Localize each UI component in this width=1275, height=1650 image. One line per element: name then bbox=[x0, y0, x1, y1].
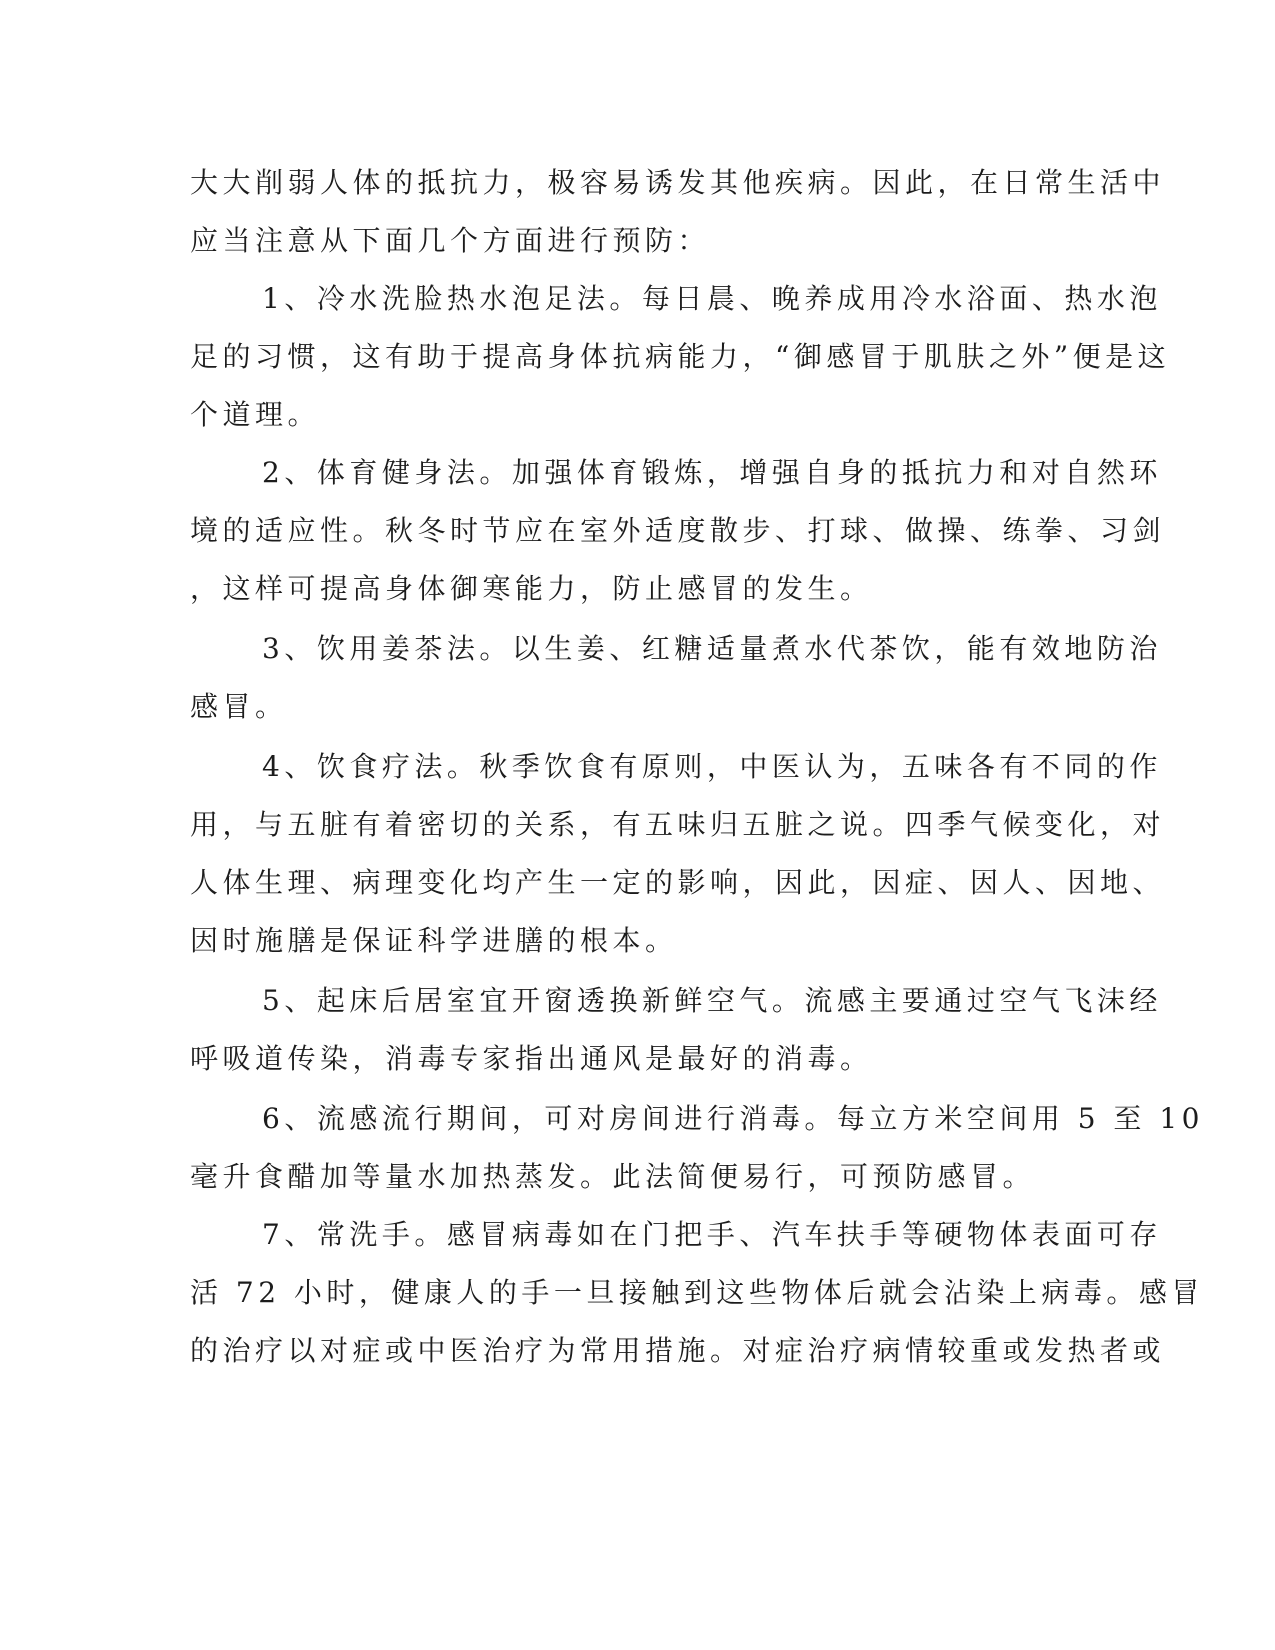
paragraph-start-line: 2、体育健身法。加强体育锻炼，增强自身的抵抗力和对自然环 bbox=[262, 456, 1162, 489]
text-line: 因时施膳是保证科学进膳的根本。 bbox=[190, 924, 678, 957]
text-line: 活 72 小时，健康人的手一旦接触到这些物体后就会沾染上病毒。感冒 bbox=[190, 1276, 1204, 1309]
text-line: 呼吸道传染，消毒专家指出通风是最好的消毒。 bbox=[190, 1042, 873, 1075]
text-line: 人体生理、病理变化均产生一定的影响，因此，因症、因人、因地、 bbox=[190, 866, 1166, 899]
text-line: 足的习惯，这有助于提高身体抗病能力，“御感冒于肌肤之外”便是这 bbox=[190, 340, 1171, 373]
paragraph-start-line: 1、冷水洗脸热水泡足法。每日晨、晚养成用冷水浴面、热水泡 bbox=[262, 282, 1162, 315]
paragraph-start-line: 5、起床后居室宜开窗透换新鲜空气。流感主要通过空气飞沫经 bbox=[262, 984, 1162, 1017]
paragraph-start-line: 6、流感流行期间，可对房间进行消毒。每立方米空间用 5 至 10 bbox=[262, 1102, 1204, 1135]
text-line: 大大削弱人体的抵抗力，极容易诱发其他疾病。因此，在日常生活中 bbox=[190, 166, 1166, 199]
paragraph-start-line: 4、饮食疗法。秋季饮食有原则，中医认为，五味各有不同的作 bbox=[262, 750, 1162, 783]
paragraph-start-line: 3、饮用姜茶法。以生姜、红糖适量煮水代茶饮，能有效地防治 bbox=[262, 632, 1162, 665]
text-line: 个道理。 bbox=[190, 398, 321, 431]
text-line: ，这样可提高身体御寒能力，防止感冒的发生。 bbox=[190, 572, 873, 605]
text-line: 感冒。 bbox=[190, 690, 288, 723]
text-line: 用，与五脏有着密切的关系，有五味归五脏之说。四季气候变化，对 bbox=[190, 808, 1166, 841]
text-line: 毫升食醋加等量水加热蒸发。此法简便易行，可预防感冒。 bbox=[190, 1160, 1036, 1193]
text-line: 应当注意从下面几个方面进行预防： bbox=[190, 224, 711, 257]
text-line: 境的适应性。秋冬时节应在室外适度散步、打球、做操、练拳、习剑 bbox=[190, 514, 1166, 547]
paragraph-start-line: 7、常洗手。感冒病毒如在门把手、汽车扶手等硬物体表面可存 bbox=[262, 1218, 1162, 1251]
text-line: 的治疗以对症或中医治疗为常用措施。对症治疗病情较重或发热者或 bbox=[190, 1334, 1166, 1367]
